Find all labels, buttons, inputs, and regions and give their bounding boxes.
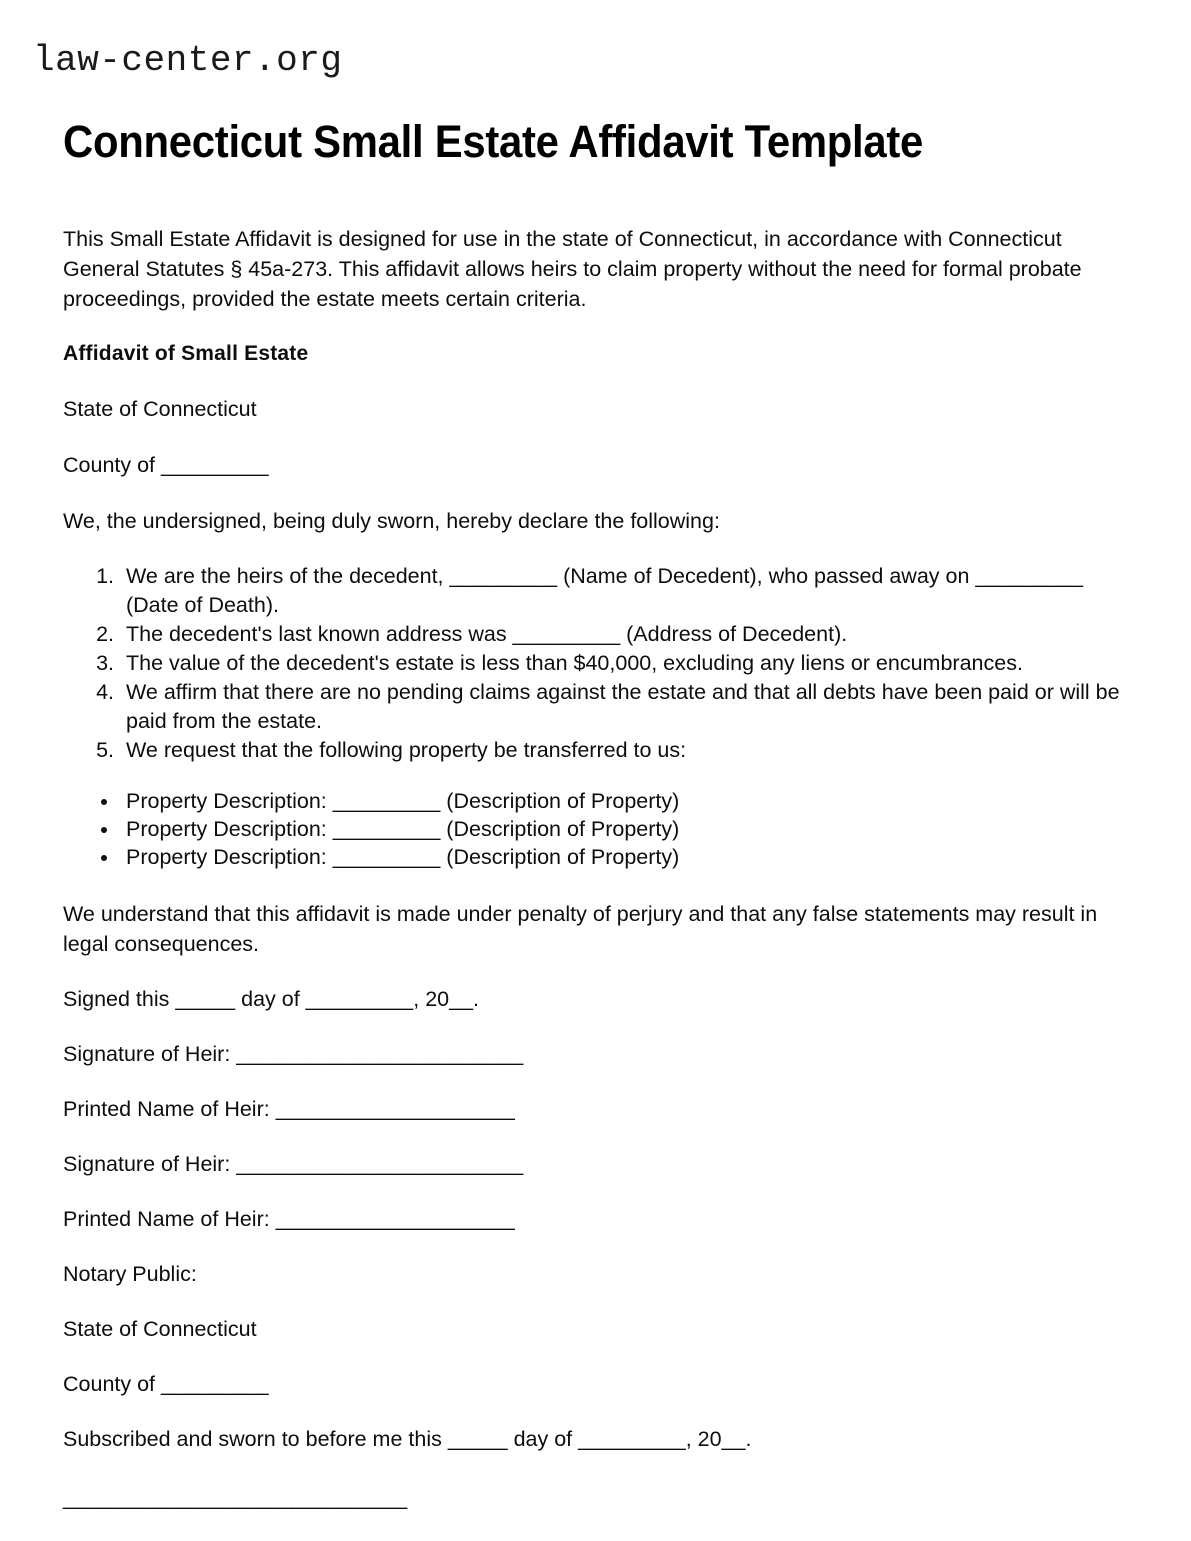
notary-state-line: State of Connecticut [63, 1317, 257, 1341]
signed-date-line: Signed this _____ day of _________, 20__. [63, 987, 480, 1011]
notary-signature-rule: ______________________________ [63, 1486, 407, 1510]
intro-paragraph: This Small Estate Affidavit is designed for use in the state of Connecticut, in accordance with Connecticut General Statutes § 45a-273. This affidavit allows heirs to claim property without the need for formal probate proceedings, provided the estate meets certain criteria. [63, 227, 1082, 311]
notary-public-label: Notary Public: [63, 1262, 197, 1286]
heir-2-signature-line: Signature of Heir: ________________________ [63, 1152, 524, 1176]
affidavit-heading: Affidavit of Small Estate [63, 342, 309, 365]
list-item: 2. The decedent's last known address was _________ (Address of Decedent). [120, 620, 1123, 649]
heir-1-signature-line: Signature of Heir: ________________________ [63, 1042, 524, 1066]
page-title: Connecticut Small Estate Affidavit Template [63, 116, 924, 168]
document-body [63, 224, 1123, 1513]
list-item: • Property Description: _________ (Description of Property) [120, 815, 1123, 843]
claims-list [63, 562, 1123, 765]
list-item: 5. We request that the following property be transferred to us: [120, 736, 1123, 765]
perjury-statement: We understand that this affidavit is made under penalty of perjury and that any false statements may result in legal consequences. [63, 902, 1098, 956]
heir-2-printed-name-line: Printed Name of Heir: ____________________ [63, 1207, 515, 1231]
list-item: 3. The value of the decedent's estate is less than $40,000, excluding any liens or encumbrances. [120, 649, 1123, 678]
affidavit-state-line: State of Connecticut [63, 397, 257, 421]
list-item: • Property Description: _________ (Description of Property) [120, 843, 1123, 871]
site-name: law-center.org [33, 40, 343, 81]
list-item: 4. We affirm that there are no pending claims against the estate and that all debts have been paid or will be paid from the estate. [120, 678, 1123, 736]
heir-1-printed-name-line: Printed Name of Heir: ____________________ [63, 1097, 515, 1121]
list-item: • Property Description: _________ (Description of Property) [120, 787, 1123, 815]
notary-county-line: County of _________ [63, 1372, 269, 1396]
affidavit-county-line: County of _________ [63, 453, 269, 477]
declaration-line: We, the undersigned, being duly sworn, hereby declare the following: [63, 509, 720, 533]
notary-subscribed-line: Subscribed and sworn to before me this _____ day of _________, 20__. [63, 1427, 752, 1451]
list-item: 1. We are the heirs of the decedent, _________ (Name of Decedent), who passed away on _________ (Date of Death). [120, 562, 1123, 620]
property-description-list [63, 787, 1123, 871]
